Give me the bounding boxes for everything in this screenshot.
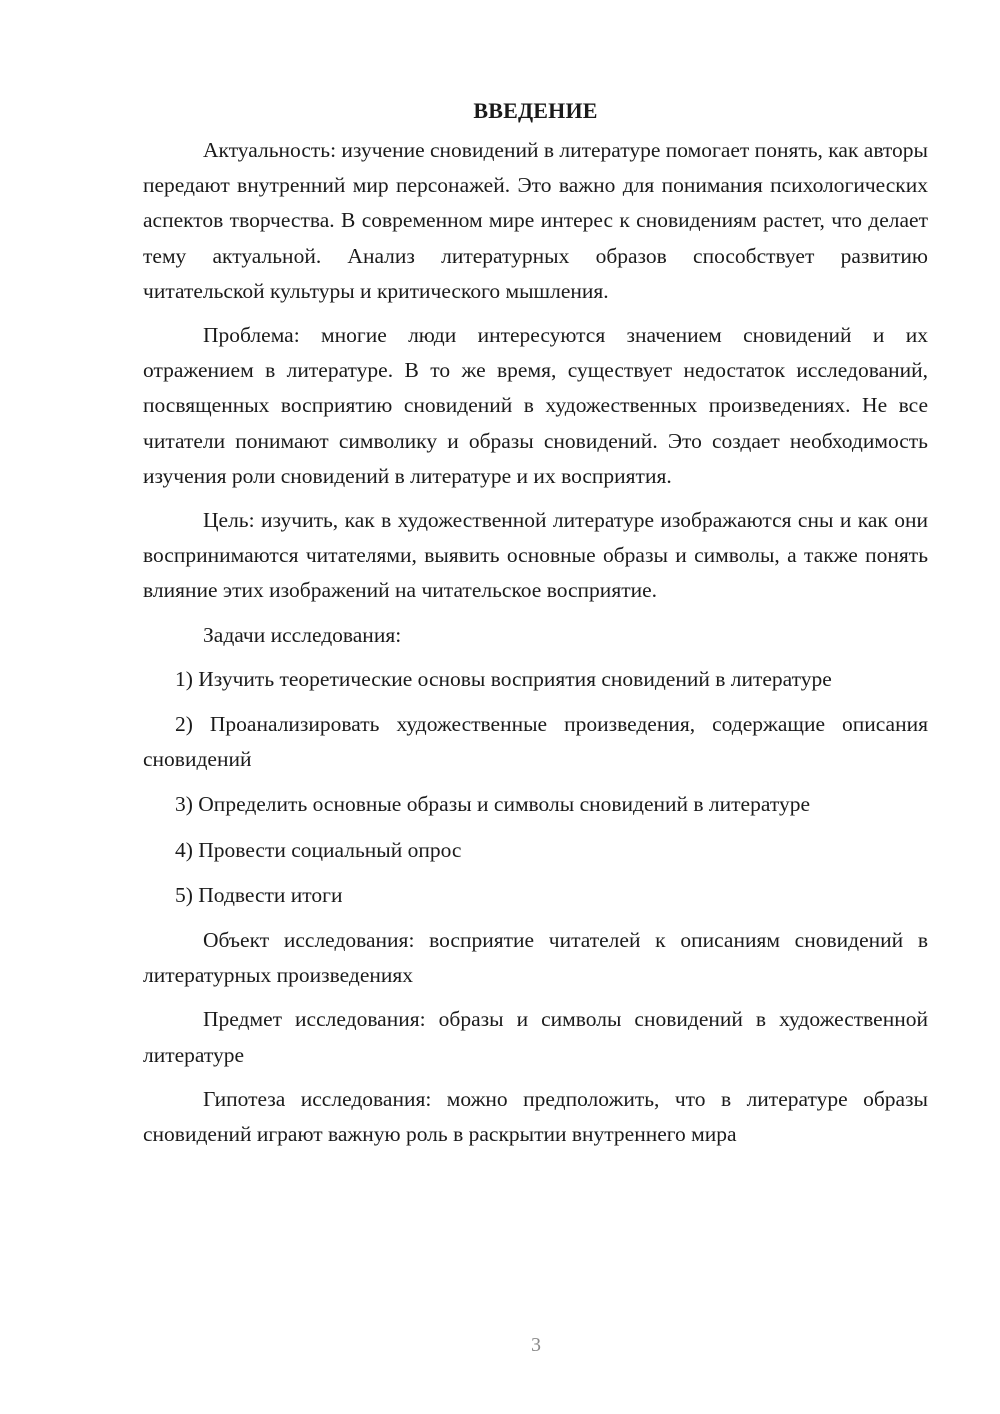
paragraph-goal: Цель: изучить, как в художественной литературе изображаются сны и как они воспринимаются читателями, выявить основные образы и символы, а также понять влияние этих изображений на читательское восприятие. (143, 508, 928, 603)
paragraph-object: Объект исследования: восприятие читателей к описаниям сновидений в литературных произведениях (143, 928, 928, 988)
task-item-3: 3) Определить основные образы и символы сновидений в литературе (175, 792, 810, 817)
paragraph-problem: Проблема: многие люди интересуются значением сновидений и их отражением в литературе. В то же время, существует недостаток исследований, посвященных восприятию сновидений в художественных произведениях. Не все читатели понимают символику и образы сновидений. Это создает необходимость изучения роли сновидений в литературе и их восприятия. (143, 323, 928, 488)
task-item-2: 2) Проанализировать художественные произведения, содержащие описания сновидений (143, 712, 928, 772)
paragraph-hypothesis: Гипотеза исследования: можно предположить, что в литературе образы сновидений играют важную роль в раскрытии внутреннего мира (143, 1086, 928, 1147)
paragraph-relevance: Актуальность: изучение сновидений в литературе помогает понять, как авторы передают внутренний мир персонажей. Это важно для понимания психологических аспектов творчества. В современном мире интерес к сновидениям растет, что делает тему актуальной. Анализ литературных образов способствует развитию читательской культуры и критического мышления. (143, 138, 928, 303)
paragraph-subject: Предмет исследования: образы и символы сновидений в художественной литературе (143, 1007, 928, 1067)
task-item-4: 4) Провести социальный опрос (175, 837, 462, 862)
page-number: 3 (531, 1334, 541, 1356)
section-heading: ВВЕДЕНИЕ (473, 98, 598, 123)
task-item-1: 1) Изучить теоретические основы восприятия сновидений в литературе (175, 666, 832, 691)
paragraph-tasks-intro: Задачи исследования: (203, 622, 402, 647)
task-item-5: 5) Подвести итоги (175, 882, 343, 907)
page-content (143, 93, 928, 1161)
